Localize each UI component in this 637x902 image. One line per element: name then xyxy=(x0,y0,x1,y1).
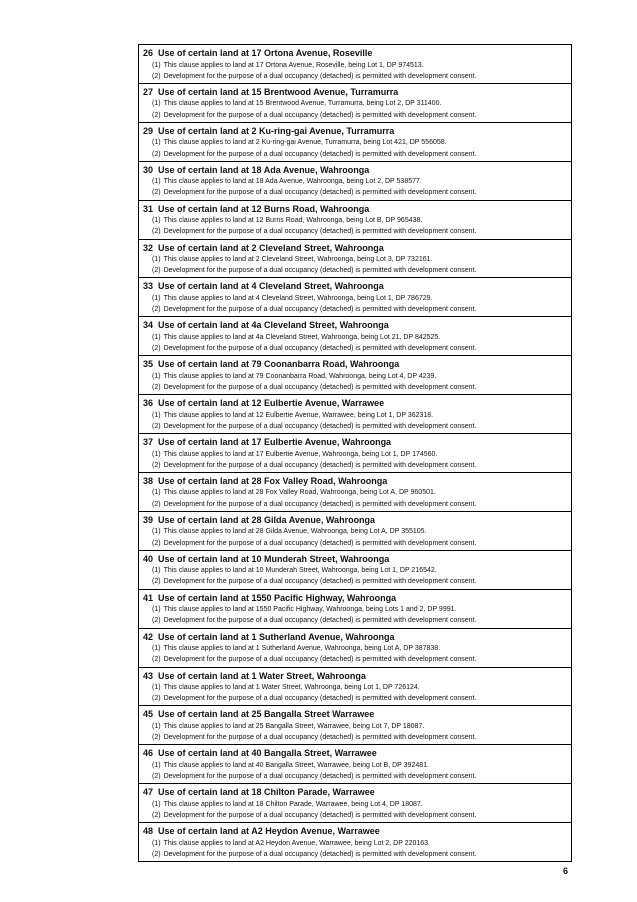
clause-block xyxy=(139,162,571,201)
clause-heading xyxy=(143,358,567,371)
clause-title: Use of certain land at 1 Water Street, Wahroonga xyxy=(158,670,366,681)
subclause-text: This clause applies to land at 28 Fox Valley Road, Wahroonga, being Lot A, DP 960501. xyxy=(163,489,436,497)
subclause-2 xyxy=(143,226,567,237)
clause-number: 43 xyxy=(143,670,154,681)
clause-number: 48 xyxy=(143,826,154,837)
clause-number: 34 xyxy=(143,320,154,331)
subclause-text: Development for the purpose of a dual occupancy (detached) is permitted with development consent. xyxy=(163,500,477,508)
subclause-2 xyxy=(143,693,567,704)
subclause-text: Development for the purpose of a dual occupancy (detached) is permitted with development consent. xyxy=(163,617,477,625)
subclause-text: Development for the purpose of a dual occupancy (detached) is permitted with development consent. xyxy=(163,656,477,664)
clause-title: Use of certain land at 17 Ortona Avenue, Roseville xyxy=(158,48,373,58)
subclause-2 xyxy=(143,732,567,743)
subclause-number: (1) xyxy=(152,489,161,497)
subclause-number: (1) xyxy=(152,800,161,808)
subclause-text: This clause applies to land at 17 Eulbertie Avenue, Wahroonga, being Lot 1, DP 174560. xyxy=(163,450,438,458)
subclause-number: (2) xyxy=(152,850,161,858)
subclause-2 xyxy=(143,187,567,198)
subclause-2 xyxy=(143,654,567,665)
subclause-number: (2) xyxy=(152,695,161,703)
subclause-number: (2) xyxy=(152,111,161,119)
subclause-number: (2) xyxy=(152,345,161,353)
subclause-number: (1) xyxy=(152,61,161,69)
subclause-number: (2) xyxy=(152,539,161,547)
subclause-text: Development for the purpose of a dual occupancy (detached) is permitted with development consent. xyxy=(163,111,477,119)
clause-heading xyxy=(143,86,567,99)
subclause-text: Development for the purpose of a dual occupancy (detached) is permitted with development consent. xyxy=(163,811,477,819)
clause-heading xyxy=(143,164,567,177)
clause-block xyxy=(139,629,571,668)
clause-title: Use of certain land at 17 Eulbertie Avenue, Wahroonga xyxy=(158,437,392,448)
clause-block xyxy=(139,784,571,823)
subclause-1 xyxy=(143,643,567,654)
clause-number: 45 xyxy=(143,709,154,720)
subclause-1 xyxy=(143,176,567,187)
subclause-number: (1) xyxy=(152,217,161,225)
clause-title: Use of certain land at 18 Chilton Parade, Warrawee xyxy=(158,787,375,798)
clause-heading xyxy=(143,670,567,683)
subclause-number: (2) xyxy=(152,228,161,236)
clause-heading xyxy=(143,592,567,605)
clause-number: 46 xyxy=(143,748,154,759)
clause-number: 32 xyxy=(143,242,154,253)
clause-heading xyxy=(143,825,567,838)
clause-number: 37 xyxy=(143,437,154,448)
subclause-1 xyxy=(143,721,567,732)
subclause-text: This clause applies to land at 4a Cleveland Street, Wahroonga, being Lot 21, DP 842525. xyxy=(163,333,441,341)
clause-block xyxy=(139,123,571,162)
clause-heading xyxy=(143,786,567,799)
clause-heading xyxy=(143,708,567,721)
subclause-1 xyxy=(143,760,567,771)
subclause-text: This clause applies to land at A2 Heydon Avenue, Warrawee, being Lot 2, DP 220163. xyxy=(163,839,430,847)
clause-number: 47 xyxy=(143,787,154,798)
clause-block xyxy=(139,395,571,434)
clause-heading xyxy=(143,47,567,60)
subclause-text: This clause applies to land at 4 Cleveland Street, Wahroonga, being Lot 1, DP 786729. xyxy=(163,294,433,302)
subclause-text: Development for the purpose of a dual occupancy (detached) is permitted with development consent. xyxy=(163,228,477,236)
subclause-1 xyxy=(143,410,567,421)
clauses-table xyxy=(138,44,572,862)
subclause-text: This clause applies to land at 28 Gilda Avenue, Wahroonga, being Lot A, DP 355105. xyxy=(163,528,427,536)
subclause-text: Development for the purpose of a dual occupancy (detached) is permitted with development consent. xyxy=(163,422,477,430)
clause-block xyxy=(139,590,571,629)
subclause-number: (2) xyxy=(152,617,161,625)
subclause-text: Development for the purpose of a dual occupancy (detached) is permitted with development consent. xyxy=(163,695,477,703)
subclause-1 xyxy=(143,682,567,693)
subclause-text: This clause applies to land at 12 Burns Road, Wahroonga, being Lot B, DP 965438. xyxy=(163,217,423,225)
subclause-2 xyxy=(143,110,567,121)
subclause-2 xyxy=(143,265,567,276)
clause-heading xyxy=(143,553,567,566)
subclause-2 xyxy=(143,460,567,471)
subclause-text: This clause applies to land at 40 Bangalla Street, Warrawee, being Lot B, DP 392481. xyxy=(163,761,429,769)
subclause-number: (2) xyxy=(152,461,161,469)
subclause-number: (2) xyxy=(152,306,161,314)
clause-title: Use of certain land at 4a Cleveland Street, Wahroonga xyxy=(158,320,389,331)
subclause-2 xyxy=(143,538,567,549)
subclause-2 xyxy=(143,343,567,354)
subclause-number: (2) xyxy=(152,811,161,819)
clause-number: 30 xyxy=(143,164,154,175)
subclause-1 xyxy=(143,526,567,537)
subclause-number: (1) xyxy=(152,839,161,847)
subclause-1 xyxy=(143,449,567,460)
subclause-1 xyxy=(143,487,567,498)
subclause-1 xyxy=(143,604,567,615)
clause-title: Use of certain land at 28 Gilda Avenue, Wahroonga xyxy=(158,514,376,525)
clause-title: Use of certain land at 12 Burns Road, Wahroonga xyxy=(158,203,370,214)
subclause-2 xyxy=(143,499,567,510)
clause-block xyxy=(139,823,571,862)
subclause-2 xyxy=(143,304,567,315)
subclause-text: This clause applies to land at 1 Water Street, Wahroonga, being Lot 1, DP 726124. xyxy=(163,684,420,691)
subclause-number: (2) xyxy=(152,773,161,781)
subclause-2 xyxy=(143,810,567,821)
subclause-number: (1) xyxy=(152,722,161,730)
clause-number: 33 xyxy=(143,281,154,292)
subclause-1 xyxy=(143,293,567,304)
clause-title: Use of certain land at 4 Cleveland Street, Wahroonga xyxy=(158,281,384,292)
clause-title: Use of certain land at 2 Cleveland Street, Wahroonga xyxy=(158,242,384,253)
clause-block xyxy=(139,356,571,395)
clause-block xyxy=(139,84,571,123)
subclause-number: (2) xyxy=(152,150,161,158)
subclause-1 xyxy=(143,254,567,265)
subclause-number: (2) xyxy=(152,189,161,197)
clause-block xyxy=(139,45,571,84)
clause-number: 31 xyxy=(143,203,154,214)
subclause-number: (2) xyxy=(152,422,161,430)
clause-number: 27 xyxy=(143,86,154,97)
clause-block xyxy=(139,473,571,512)
clause-heading xyxy=(143,436,567,449)
subclause-1 xyxy=(143,137,567,148)
subclause-text: Development for the purpose of a dual occupancy (detached) is permitted with development consent. xyxy=(163,734,477,742)
clause-block xyxy=(139,512,571,551)
subclause-1 xyxy=(143,215,567,226)
subclause-number: (1) xyxy=(152,178,161,186)
page-number: 6 xyxy=(563,866,569,876)
clause-number: 38 xyxy=(143,475,154,486)
subclause-text: Development for the purpose of a dual occupancy (detached) is permitted with development consent. xyxy=(163,306,477,314)
clause-heading xyxy=(143,475,567,488)
clause-title: Use of certain land at 25 Bangalla Street Warrawee xyxy=(158,709,375,720)
subclause-number: (1) xyxy=(152,294,161,302)
subclause-2 xyxy=(143,615,567,626)
clause-block xyxy=(139,745,571,784)
subclause-text: This clause applies to land at 15 Brentwood Avenue, Turramurra, being Lot 2, DP 311400. xyxy=(163,100,442,108)
clause-number: 41 xyxy=(143,592,154,603)
subclause-2 xyxy=(143,576,567,587)
clause-title: Use of certain land at 2 Ku-ring-gai Avenue, Turramurra xyxy=(158,125,395,136)
clause-heading xyxy=(143,514,567,527)
subclause-number: (1) xyxy=(152,256,161,264)
subclause-text: This clause applies to land at 12 Eulbertie Avenue, Warrawee, being Lot 1, DP 362318. xyxy=(163,411,434,419)
subclause-text: This clause applies to land at 1550 Pacific Highway, Wahroonga, being Lots 1 and 2, DP 9991. xyxy=(163,606,457,614)
clause-number: 40 xyxy=(143,553,154,564)
subclause-text: Development for the purpose of a dual occupancy (detached) is permitted with development consent. xyxy=(163,773,477,781)
subclause-2 xyxy=(143,849,567,860)
subclause-number: (1) xyxy=(152,450,161,458)
subclause-number: (2) xyxy=(152,500,161,508)
clause-heading xyxy=(143,397,567,410)
subclause-2 xyxy=(143,71,567,82)
clause-title: Use of certain land at 1 Sutherland Avenue, Wahroonga xyxy=(158,631,395,642)
subclause-number: (2) xyxy=(152,72,161,80)
subclause-text: Development for the purpose of a dual occupancy (detached) is permitted with development consent. xyxy=(163,189,477,197)
clause-block xyxy=(139,551,571,590)
subclause-text: Development for the purpose of a dual occupancy (detached) is permitted with development consent. xyxy=(163,539,477,547)
subclause-text: Development for the purpose of a dual occupancy (detached) is permitted with development consent. xyxy=(163,72,477,80)
clause-title: Use of certain land at 1550 Pacific Highway, Wahroonga xyxy=(158,592,397,603)
subclause-text: Development for the purpose of a dual occupancy (detached) is permitted with development consent. xyxy=(163,578,477,586)
subclause-text: This clause applies to land at 79 Coonanbarra Road, Wahroonga, being Lot 4, DP 4239. xyxy=(163,372,437,380)
clause-number: 35 xyxy=(143,359,154,370)
subclause-text: Development for the purpose of a dual occupancy (detached) is permitted with development consent. xyxy=(163,461,477,469)
clause-number: 29 xyxy=(143,125,154,136)
subclause-number: (1) xyxy=(152,606,161,614)
subclause-number: (1) xyxy=(152,645,161,653)
subclause-1 xyxy=(143,332,567,343)
clause-block xyxy=(139,240,571,279)
clause-heading xyxy=(143,125,567,138)
subclause-number: (2) xyxy=(152,656,161,664)
subclause-text: This clause applies to land at 25 Bangalla Street, Warrawee, being Lot 7, DP 18087. xyxy=(163,722,425,730)
subclause-1 xyxy=(143,838,567,849)
clause-title: Use of certain land at 12 Eulbertie Avenue, Warrawee xyxy=(158,398,385,409)
subclause-2 xyxy=(143,421,567,432)
subclause-number: (1) xyxy=(152,528,161,536)
subclause-text: This clause applies to land at 17 Ortona Avenue, Roseville, being Lot 1, DP 974513. xyxy=(163,61,424,69)
clause-heading xyxy=(143,631,567,644)
subclause-text: Development for the purpose of a dual occupancy (detached) is permitted with development consent. xyxy=(163,383,477,391)
clause-heading xyxy=(143,203,567,216)
subclause-1 xyxy=(143,371,567,382)
subclause-number: (2) xyxy=(152,267,161,275)
subclause-text: This clause applies to land at 18 Ada Avenue, Wahroonga, being Lot 2, DP 538577. xyxy=(163,178,422,186)
subclause-text: This clause applies to land at 2 Cleveland Street, Wahroonga, being Lot 3, DP 732161. xyxy=(163,256,433,264)
clause-heading xyxy=(143,242,567,255)
subclause-1 xyxy=(143,60,567,71)
clause-title: Use of certain land at 40 Bangalla Street, Warrawee xyxy=(158,748,377,759)
subclause-text: Development for the purpose of a dual occupancy (detached) is permitted with development consent. xyxy=(163,850,477,858)
clause-title: Use of certain land at 10 Munderah Street, Wahroonga xyxy=(158,553,390,564)
subclause-text: Development for the purpose of a dual occupancy (detached) is permitted with development consent. xyxy=(163,150,477,158)
clause-block xyxy=(139,201,571,240)
clause-block xyxy=(139,278,571,317)
subclause-number: (1) xyxy=(152,333,161,341)
subclause-text: This clause applies to land at 10 Munderah Street, Wahroonga, being Lot 1, DP 216542. xyxy=(163,567,437,575)
subclause-text: Development for the purpose of a dual occupancy (detached) is permitted with development consent. xyxy=(163,267,477,275)
clause-block xyxy=(139,668,571,707)
subclause-number: (1) xyxy=(152,139,161,147)
clause-block xyxy=(139,317,571,356)
subclause-number: (1) xyxy=(152,100,161,108)
subclause-number: (2) xyxy=(152,734,161,742)
subclause-2 xyxy=(143,149,567,160)
subclause-2 xyxy=(143,382,567,393)
clause-title: Use of certain land at 28 Fox Valley Road, Wahroonga xyxy=(158,475,388,486)
subclause-number: (1) xyxy=(152,372,161,380)
subclause-1 xyxy=(143,98,567,109)
clause-number: 36 xyxy=(143,398,154,409)
clause-title: Use of certain land at 15 Brentwood Avenue, Turramurra xyxy=(158,86,399,97)
subclause-text: This clause applies to land at 18 Chilton Parade, Warrawee, being Lot 4, DP 18087. xyxy=(163,800,423,808)
subclause-1 xyxy=(143,799,567,810)
subclause-text: This clause applies to land at 2 Ku-ring-gai Avenue, Turramurra, being Lot 421, DP 556058. xyxy=(163,139,447,147)
subclause-number: (2) xyxy=(152,383,161,391)
subclause-1 xyxy=(143,565,567,576)
clause-number: 26 xyxy=(143,48,154,58)
clause-number: 39 xyxy=(143,514,154,525)
clause-title: Use of certain land at 79 Coonanbarra Road, Wahroonga xyxy=(158,359,400,370)
clause-number: 42 xyxy=(143,631,154,642)
subclause-number: (1) xyxy=(152,761,161,769)
clause-heading xyxy=(143,280,567,293)
subclause-number: (1) xyxy=(152,567,161,575)
clause-block xyxy=(139,706,571,745)
clause-block xyxy=(139,434,571,473)
subclause-number: (1) xyxy=(152,411,161,419)
clause-title: Use of certain land at 18 Ada Avenue, Wahroonga xyxy=(158,164,370,175)
clause-heading xyxy=(143,747,567,760)
subclause-2 xyxy=(143,771,567,782)
clause-heading xyxy=(143,319,567,332)
subclause-number: (1) xyxy=(152,684,161,691)
subclause-text: This clause applies to land at 1 Sutherland Avenue, Wahroonga, being Lot A, DP 387838. xyxy=(163,645,441,653)
subclause-text: Development for the purpose of a dual occupancy (detached) is permitted with development consent. xyxy=(163,345,477,353)
subclause-number: (2) xyxy=(152,578,161,586)
clause-title: Use of certain land at A2 Heydon Avenue, Warrawee xyxy=(158,826,380,837)
